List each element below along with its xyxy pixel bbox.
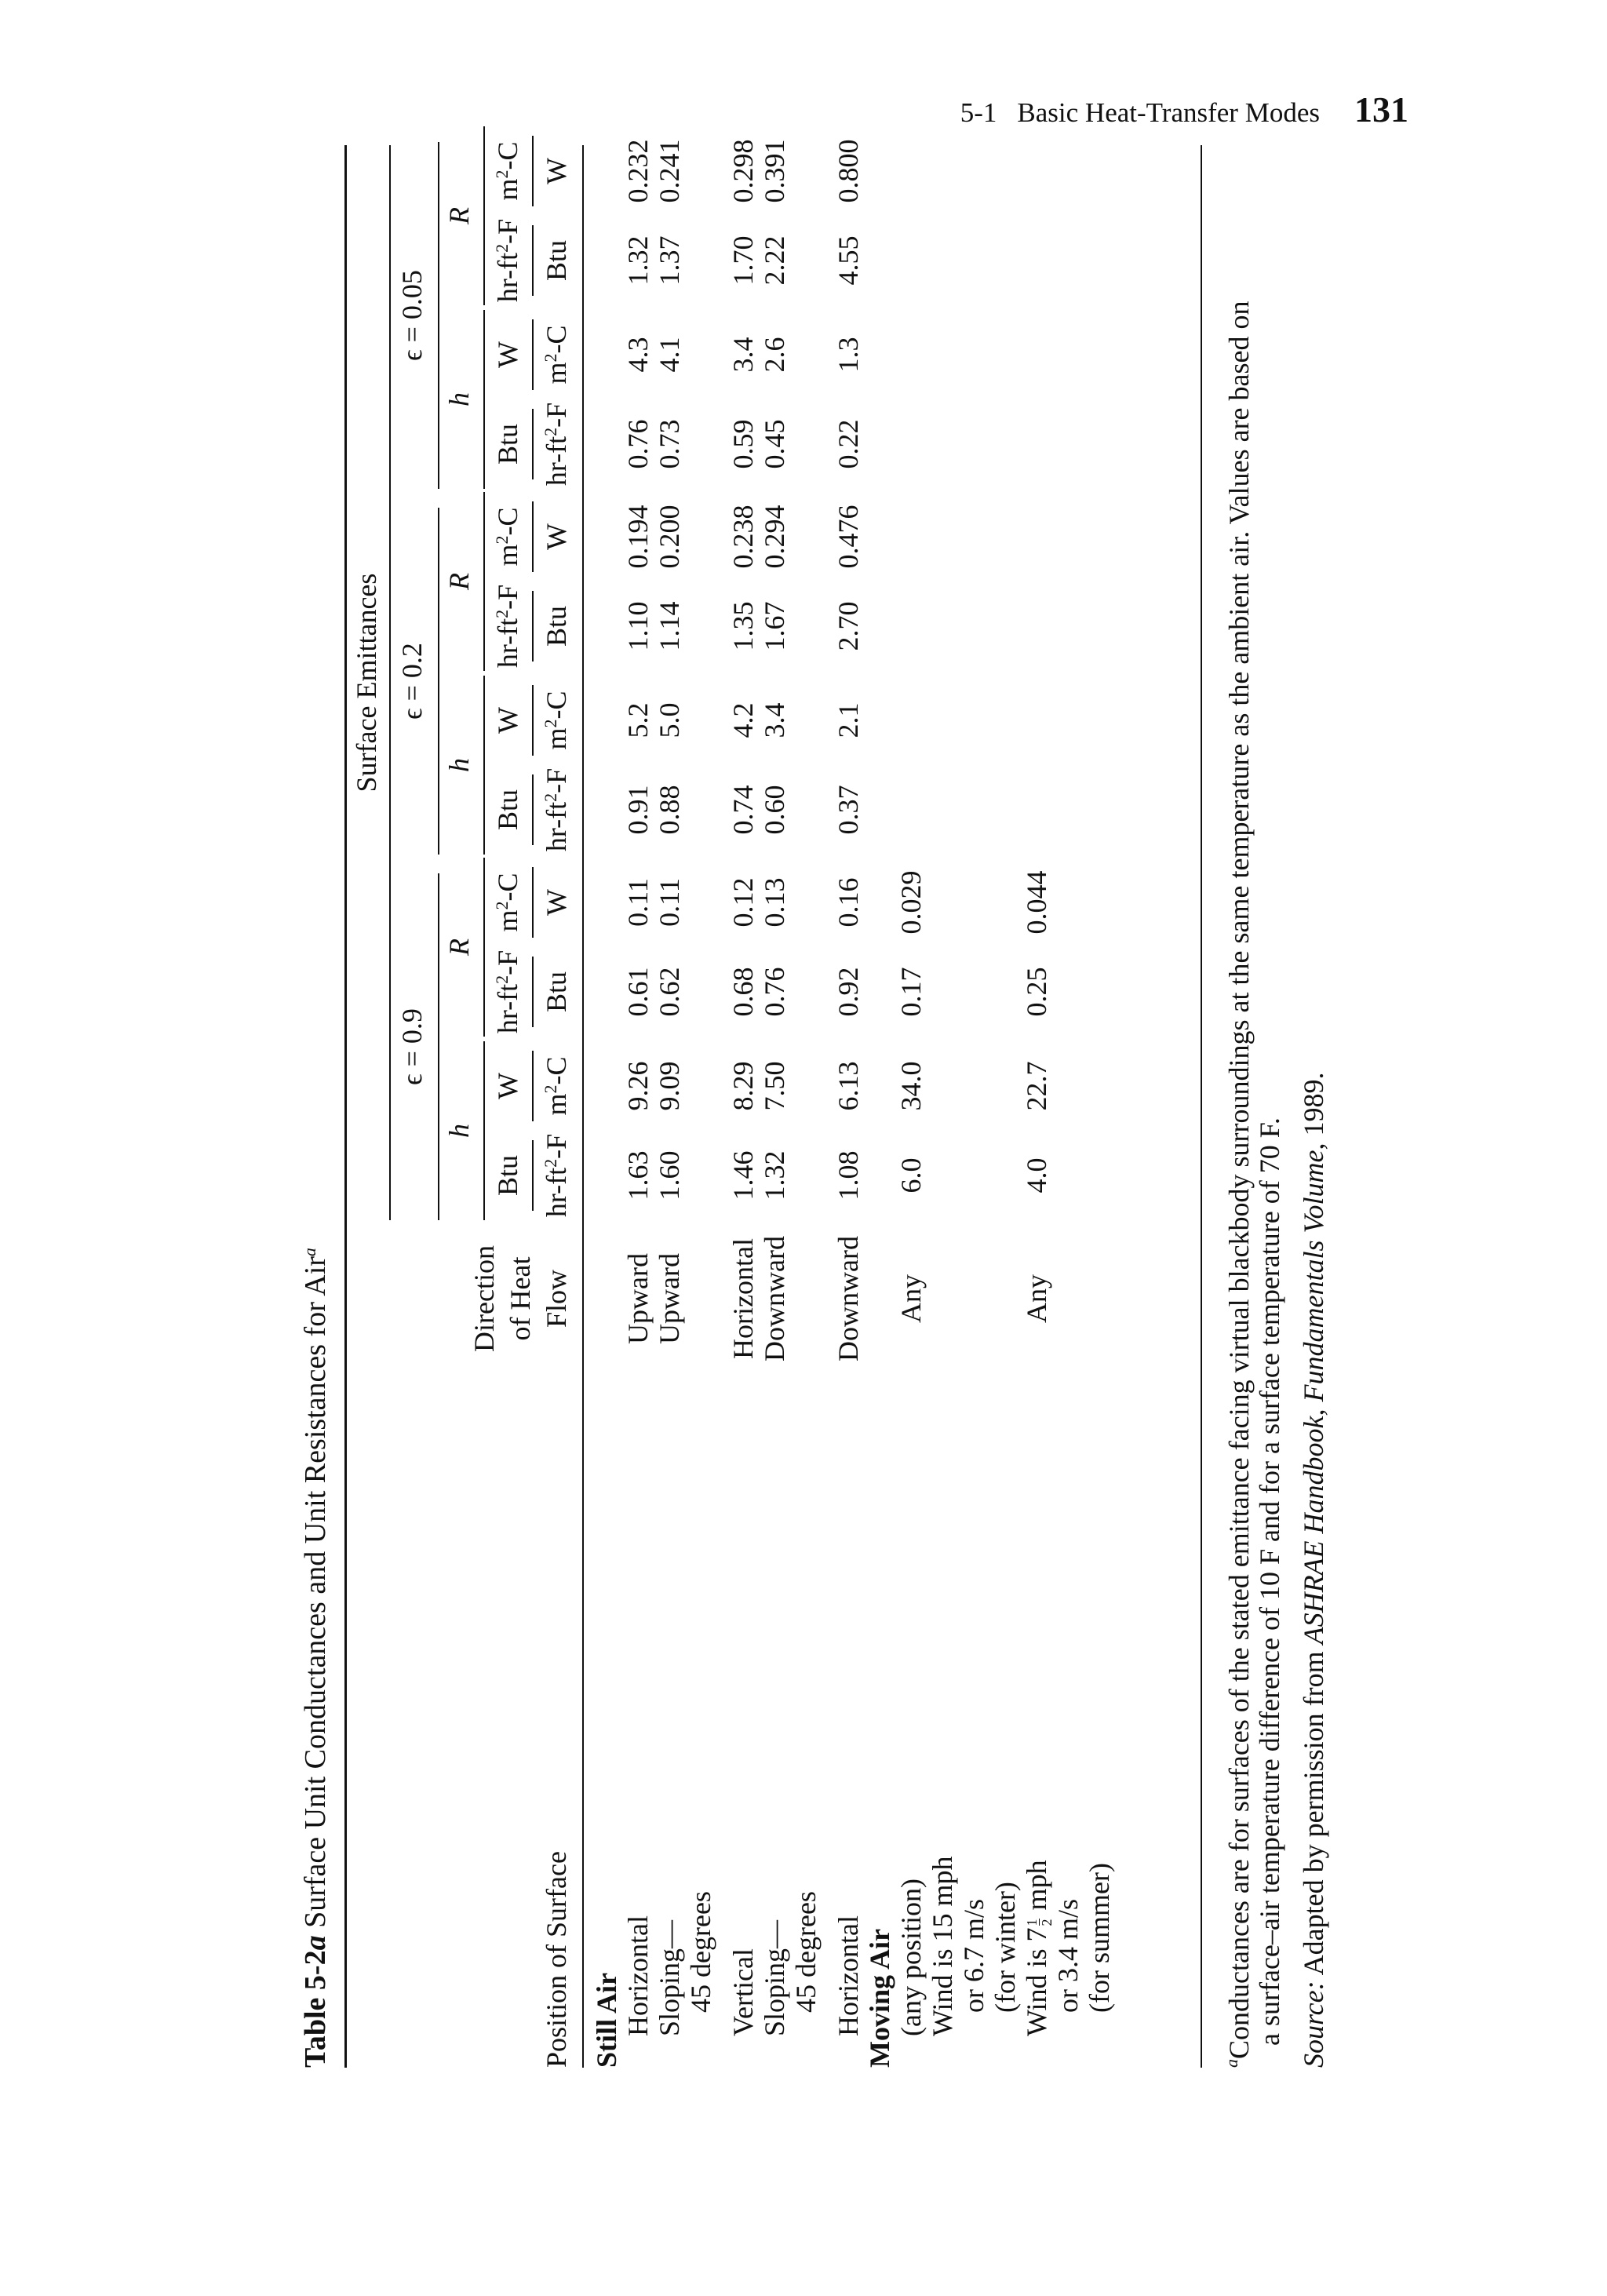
value-cell: 2.22	[759, 235, 790, 286]
unit-denominator: $hr-ft^2-F$	[541, 767, 572, 852]
unit-fraction-bar	[532, 501, 534, 572]
value-cell: 0.11	[622, 878, 654, 927]
unit-denominator: $hr-ft^2-F$	[541, 1133, 572, 1218]
value-cell: 6.13	[833, 1061, 864, 1111]
row-direction: Horizontal	[727, 1238, 759, 1359]
unit-numerator: Btu	[492, 1155, 523, 1197]
value-cell: 0.241	[654, 139, 685, 203]
value-cell: 0.60	[759, 785, 790, 835]
unit-numerator: Btu	[492, 424, 523, 465]
value-cell: 0.200	[654, 505, 685, 569]
value-cell: 0.91	[622, 785, 654, 835]
value-cell: 1.67	[759, 601, 790, 651]
value-cell: 0.16	[833, 877, 864, 928]
unit-fraction-bar	[532, 957, 534, 1027]
running-head	[863, 89, 1408, 130]
value-cell: 0.294	[759, 505, 790, 569]
row-position: (any position)	[895, 1879, 927, 2036]
unit-fraction-bar	[532, 409, 534, 479]
row-position: Horizontal	[833, 1915, 864, 2036]
h-rule	[483, 676, 485, 855]
value-cell: 6.0	[895, 1157, 927, 1194]
value-cell: 34.0	[895, 1061, 927, 1111]
direction-header-line: of Heat	[505, 1256, 536, 1341]
direction-header-line: Direction	[468, 1245, 500, 1352]
unit-fraction-bar	[532, 136, 534, 206]
row-position: Sloping—	[759, 1919, 790, 2036]
row-position: Horizontal	[622, 1915, 654, 2036]
unit-fraction-bar	[532, 591, 534, 661]
value-cell: 0.800	[833, 139, 864, 203]
unit-fraction-bar	[532, 1140, 534, 1211]
value-cell: 0.62	[654, 967, 685, 1017]
row-direction: Any	[895, 1274, 927, 1323]
value-cell: 0.17	[895, 967, 927, 1017]
table-bottom-rule	[1201, 145, 1202, 2068]
value-cell: 1.70	[727, 235, 759, 286]
unit-numerator: W	[492, 341, 523, 368]
value-cell: 0.238	[727, 505, 759, 569]
value-cell: 0.74	[727, 785, 759, 835]
row-position: 45 degrees	[685, 1891, 716, 2013]
value-cell: 4.2	[727, 702, 759, 738]
row-position: Sloping—	[654, 1919, 685, 2036]
value-cell: 1.14	[654, 601, 685, 651]
value-cell: 1.60	[654, 1150, 685, 1201]
value-cell: 0.92	[833, 967, 864, 1017]
value-cell: 2.70	[833, 601, 864, 651]
r-rule	[483, 126, 485, 305]
value-cell: 0.044	[1021, 870, 1052, 935]
value-cell: 0.232	[622, 139, 654, 203]
group-rule	[438, 142, 439, 489]
value-cell: 9.09	[654, 1061, 685, 1111]
footnote-line-2: a surface–air temperature difference of 10 F and for a surface temperature of 70 F.	[1254, 1117, 1285, 2046]
value-cell: 0.391	[759, 139, 790, 203]
r-rule	[483, 492, 485, 671]
unit-denominator: $m^2-C$	[541, 1056, 572, 1116]
row-direction: Upward	[654, 1253, 685, 1344]
table-title: Surface Unit Conductances and Unit Resistances for Air	[299, 1256, 332, 1928]
unit-numerator: $m^2-C$	[492, 873, 523, 932]
surface-emittances-header: Surface Emittances	[351, 573, 382, 793]
unit-denominator: Btu	[541, 971, 572, 1013]
row-position: Wind is 7 1 2 mph	[1021, 1860, 1055, 2036]
value-cell: 0.25	[1021, 967, 1052, 1017]
value-cell: 4.1	[654, 337, 685, 373]
value-cell: 0.59	[727, 419, 759, 469]
unit-numerator: $m^2-C$	[492, 141, 523, 201]
unit-denominator: Btu	[541, 606, 572, 647]
value-cell: 7.50	[759, 1061, 790, 1111]
value-cell: 0.61	[622, 967, 654, 1017]
table-top-rule	[344, 145, 347, 2068]
value-cell: 0.13	[759, 877, 790, 928]
value-cell: 3.4	[727, 337, 759, 373]
value-cell: 5.2	[622, 702, 654, 738]
value-cell: 0.76	[759, 967, 790, 1017]
value-cell: 0.45	[759, 419, 790, 469]
row-position: or 6.7 m/s	[958, 1898, 989, 2013]
value-cell: 1.10	[622, 601, 654, 651]
position-header: Position of Surface	[541, 1851, 572, 2068]
row-position: Wind is 15 mph	[927, 1856, 958, 2036]
group-rule	[438, 508, 439, 855]
value-cell: 4.55	[833, 235, 864, 286]
r-rule	[483, 858, 485, 1037]
unit-denominator: $m^2-C$	[541, 691, 572, 750]
value-cell: 1.3	[833, 337, 864, 373]
emittance-group-2: ϵ = 0.2	[396, 643, 428, 720]
unit-denominator: $m^2-C$	[541, 325, 572, 384]
value-cell: 4.0	[1021, 1157, 1052, 1194]
h-label: h	[443, 758, 475, 772]
unit-numerator: $hr-ft^2-F$	[492, 584, 523, 669]
value-cell: 0.76	[622, 419, 654, 469]
unit-fraction-bar	[532, 1051, 534, 1121]
r-label: R	[443, 938, 475, 956]
section-moving-air: Moving Air	[864, 1929, 895, 2068]
h-rule	[483, 1041, 485, 1220]
unit-fraction-bar	[532, 867, 534, 938]
value-cell: 22.7	[1021, 1061, 1052, 1111]
section-number: 5-1	[960, 97, 997, 128]
row-position: (for winter)	[989, 1882, 1021, 2013]
page-number: 131	[1354, 89, 1408, 129]
value-cell: 0.194	[622, 505, 654, 569]
value-cell: 0.73	[654, 419, 685, 469]
row-position: (for summer)	[1084, 1863, 1115, 2013]
unit-numerator: $hr-ft^2-F$	[492, 218, 523, 303]
row-direction: Downward	[759, 1236, 790, 1361]
h-label: h	[443, 1124, 475, 1138]
table-title-note: a	[300, 1248, 319, 1257]
unit-fraction-bar	[532, 225, 534, 296]
row-direction: Downward	[833, 1236, 864, 1361]
value-cell: 9.26	[622, 1061, 654, 1111]
table-label: Table 5-2a	[299, 1935, 332, 2068]
value-cell: 4.3	[622, 337, 654, 373]
fraction-half: 1 2	[1024, 1919, 1055, 1926]
value-cell: 1.32	[622, 235, 654, 286]
value-cell: 0.029	[895, 870, 927, 935]
unit-denominator: W	[541, 523, 572, 550]
unit-numerator: $m^2-C$	[492, 507, 523, 567]
h-label: h	[443, 392, 475, 406]
span-rule	[389, 145, 391, 1220]
value-cell: 5.0	[654, 702, 685, 738]
unit-denominator: W	[541, 158, 572, 184]
rotated-table	[298, 139, 1334, 2068]
unit-fraction-bar	[532, 685, 534, 756]
table-caption	[298, 1248, 333, 2068]
value-cell: 1.37	[654, 235, 685, 286]
unit-denominator: W	[541, 889, 572, 916]
value-cell: 1.35	[727, 601, 759, 651]
section-title: Basic Heat-Transfer Modes	[1017, 97, 1320, 128]
direction-header-line: Flow	[541, 1269, 572, 1328]
unit-numerator: W	[492, 1073, 523, 1099]
unit-numerator: W	[492, 707, 523, 734]
r-label: R	[443, 573, 475, 590]
r-label: R	[443, 207, 475, 224]
value-cell: 3.4	[759, 702, 790, 738]
h-rule	[483, 310, 485, 489]
unit-fraction-bar	[532, 319, 534, 390]
header-rule	[582, 145, 584, 2068]
emittance-group-3: ϵ = 0.05	[396, 270, 428, 361]
value-cell: 1.46	[727, 1150, 759, 1201]
value-cell: 0.298	[727, 139, 759, 203]
row-position: or 3.4 m/s	[1052, 1898, 1084, 2013]
unit-numerator: Btu	[492, 789, 523, 831]
row-position: Vertical	[727, 1948, 759, 2036]
value-cell: 1.08	[833, 1150, 864, 1201]
value-cell: 1.63	[622, 1150, 654, 1201]
footnote-line-1: $^a$Conductances are for surfaces of the stated emittance facing virtual blackbody surroundings at the same temperature as the ambient air. Values are based on	[1222, 301, 1255, 2068]
unit-denominator: $hr-ft^2-F$	[541, 402, 572, 487]
value-cell: 0.476	[833, 505, 864, 569]
unit-numerator: $hr-ft^2-F$	[492, 949, 523, 1034]
value-cell: 0.37	[833, 785, 864, 835]
row-direction: Upward	[622, 1253, 654, 1344]
value-cell: 2.6	[759, 337, 790, 373]
value-cell: 0.68	[727, 967, 759, 1017]
value-cell: 2.1	[833, 702, 864, 738]
group-rule	[438, 873, 439, 1220]
emittance-group-1: ϵ = 0.9	[396, 1008, 428, 1085]
section-still-air: Still Air	[591, 1972, 622, 2068]
value-cell: 0.88	[654, 785, 685, 835]
row-direction: Any	[1021, 1274, 1052, 1323]
value-cell: 0.22	[833, 419, 864, 469]
value-cell: 8.29	[727, 1061, 759, 1111]
unit-fraction-bar	[532, 774, 534, 845]
value-cell: 0.11	[654, 878, 685, 927]
value-cell: 0.12	[727, 877, 759, 928]
unit-denominator: Btu	[541, 240, 572, 282]
source-note: Source: Adapted by permission from ASHRAE Handbook, Fundamentals Volume, 1989.	[1298, 1072, 1329, 2068]
value-cell: 1.32	[759, 1150, 790, 1201]
row-position: 45 degrees	[790, 1891, 822, 2013]
